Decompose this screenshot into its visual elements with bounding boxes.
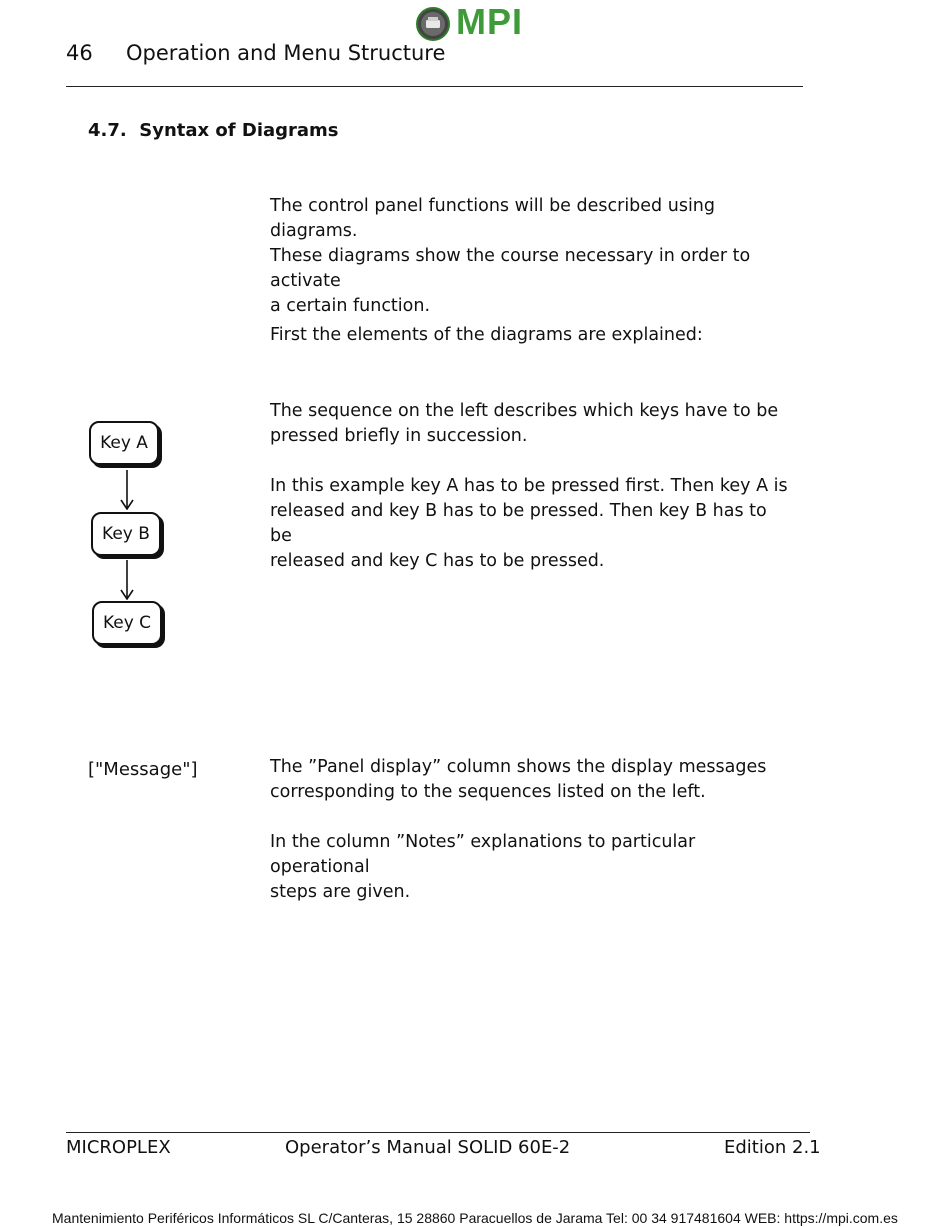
text-line: steps are given. bbox=[270, 882, 411, 902]
arrow-down-icon bbox=[120, 560, 134, 600]
key-c-box: Key C bbox=[92, 601, 162, 645]
example-description bbox=[270, 474, 790, 574]
text-line: a certain function. bbox=[270, 296, 431, 316]
sequence-description bbox=[270, 399, 790, 449]
elements-intro: First the elements of the diagrams are explained: bbox=[270, 325, 703, 345]
text-line: The control panel functions will be described using diagrams. bbox=[270, 196, 716, 241]
footer-manual-title: Operator’s Manual SOLID 60E-2 bbox=[285, 1137, 571, 1158]
text-line: released and key C has to be pressed. bbox=[270, 551, 605, 571]
key-a-box: Key A bbox=[89, 421, 159, 465]
header-divider bbox=[66, 86, 803, 87]
message-label: ["Message"] bbox=[88, 759, 198, 780]
intro-paragraph bbox=[270, 194, 790, 319]
text-line: released and key B has to be pressed. Then key B has to be bbox=[270, 501, 767, 546]
logo-text: MPI bbox=[456, 1, 524, 42]
page-number: 46 bbox=[66, 41, 93, 65]
arrow-down-icon bbox=[120, 470, 134, 510]
section-title: Syntax of Diagrams bbox=[139, 120, 339, 141]
text-line: corresponding to the sequences listed on the left. bbox=[270, 782, 706, 802]
notes-description bbox=[270, 830, 790, 905]
section-number: 4.7. bbox=[88, 120, 127, 141]
text-line: In the column ”Notes” explanations to particular operational bbox=[270, 832, 696, 877]
contact-line: Mantenimiento Periféricos Informáticos SL C/Canteras, 15 28860 Paracuellos de Jarama Tel: 00 34 917481604 WEB: https://mpi.com.es bbox=[52, 1210, 898, 1226]
footer-edition: Edition 2.1 bbox=[724, 1137, 821, 1158]
section-heading bbox=[88, 119, 339, 143]
text-line: The ”Panel display” column shows the display messages bbox=[270, 757, 767, 777]
footer-company: MICROPLEX bbox=[66, 1137, 171, 1158]
footer-divider bbox=[66, 1132, 810, 1133]
text-line: The sequence on the left describes which keys have to be bbox=[270, 401, 779, 421]
text-line: These diagrams show the course necessary in order to activate bbox=[270, 246, 751, 291]
text-line: In this example key A has to be pressed first. Then key A is bbox=[270, 476, 788, 496]
chapter-title: Operation and Menu Structure bbox=[126, 41, 446, 65]
panel-display-description bbox=[270, 755, 790, 805]
key-b-box: Key B bbox=[91, 512, 161, 556]
text-line: pressed briefly in succession. bbox=[270, 426, 528, 446]
